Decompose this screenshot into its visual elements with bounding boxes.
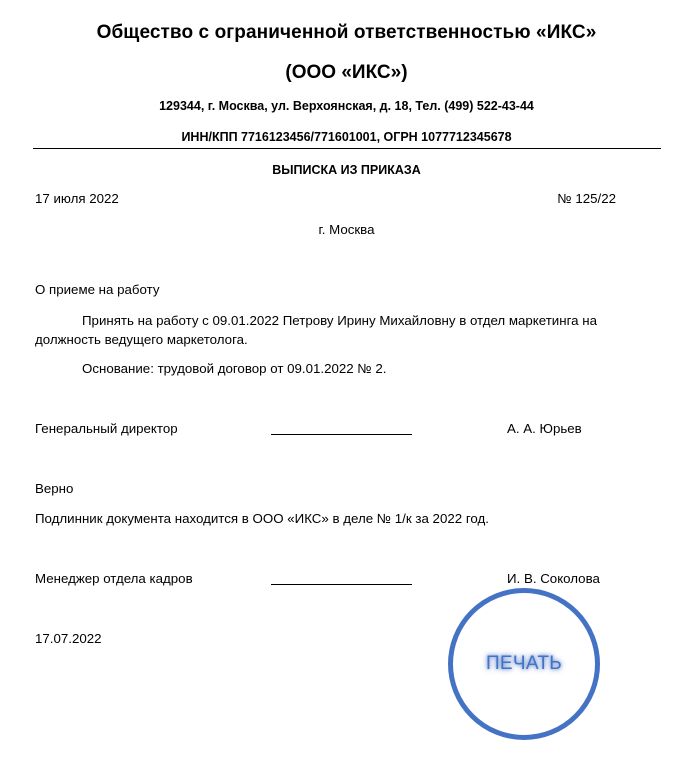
order-basis: Основание: трудовой договор от 09.01.2022 № 2. xyxy=(82,361,387,376)
certification-correct: Верно xyxy=(35,481,74,496)
original-location-note: Подлинник документа находится в ООО «ИКС» в деле № 1/к за 2022 год. xyxy=(35,511,489,526)
organization-ids: ИНН/КПП 7716123456/771601001, ОГРН 1077712345678 xyxy=(181,130,512,144)
order-line-2: должность ведущего маркетолога. xyxy=(35,332,248,347)
director-role: Генеральный директор xyxy=(35,421,178,436)
director-signature-line xyxy=(271,434,412,435)
organization-name: Общество с ограниченной ответственностью «ИКС» xyxy=(96,22,597,43)
document-subject: О приеме на работу xyxy=(35,282,160,297)
order-paragraph xyxy=(35,311,625,349)
document-city: г. Москва xyxy=(318,222,375,237)
director-name: А. А. Юрьев xyxy=(507,421,582,436)
order-line-1: Принять на работу с 09.01.2022 Петрову Ирину Михайловну в отдел маркетинга на xyxy=(82,313,597,328)
certification-date: 17.07.2022 xyxy=(35,631,102,646)
hr-manager-signature-line xyxy=(271,584,412,585)
document-number: № 125/22 xyxy=(557,191,616,206)
hr-manager-role: Менеджер отдела кадров xyxy=(35,571,193,586)
document-date: 17 июля 2022 xyxy=(35,191,119,206)
header-divider xyxy=(33,148,661,149)
seal-stamp xyxy=(448,588,600,740)
organization-short-name: (ООО «ИКС») xyxy=(285,62,408,83)
hr-manager-name: И. В. Соколова xyxy=(507,571,600,586)
document-title: ВЫПИСКА ИЗ ПРИКАЗА xyxy=(272,163,421,177)
seal-stamp-label: ПЕЧАТЬ xyxy=(485,653,563,674)
organization-address: 129344, г. Москва, ул. Верхоянская, д. 18, Тел. (499) 522-43-44 xyxy=(159,99,534,113)
